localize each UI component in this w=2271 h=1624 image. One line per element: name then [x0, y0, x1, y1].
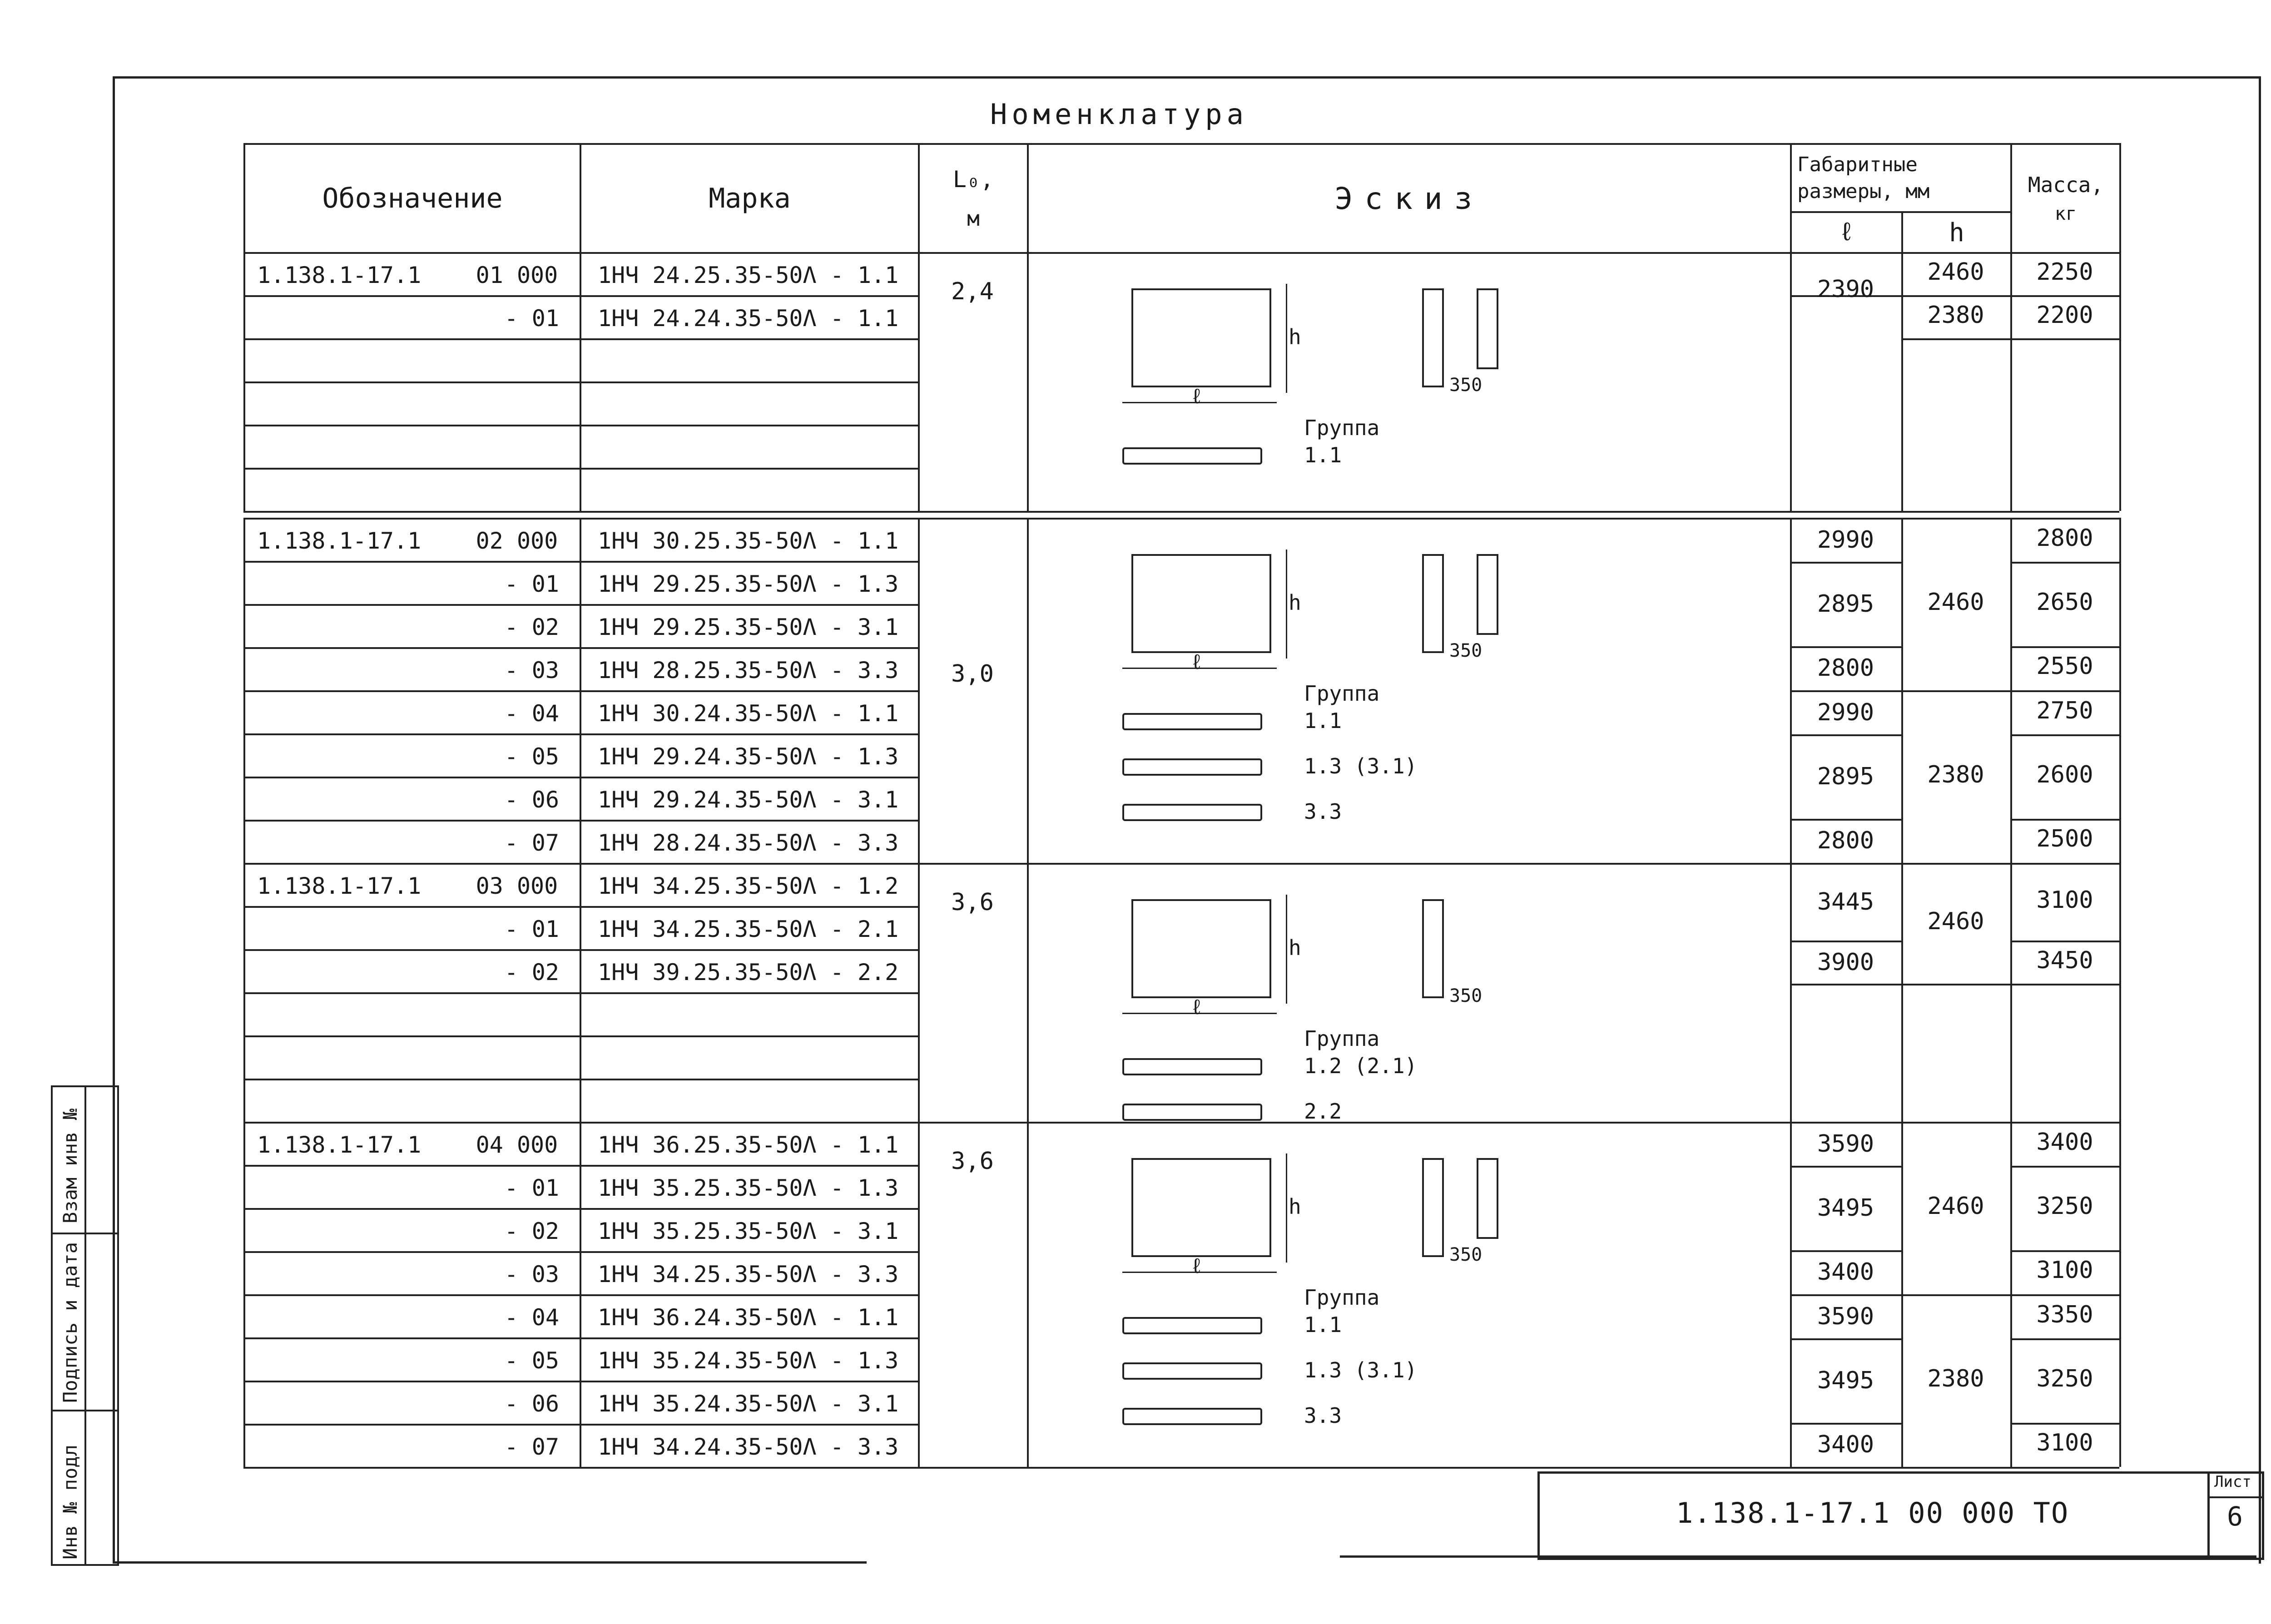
dim-label-350: 350	[1449, 1244, 1483, 1265]
panel-profile-icon	[1122, 1408, 1262, 1425]
dimension-line-h	[1286, 895, 1287, 1004]
element-sketch	[1122, 1149, 1667, 1458]
dim-h-cell: 2460	[1927, 589, 1984, 616]
length-cell: 3,6	[951, 889, 994, 916]
designation-cell: 1.138.1-17.1 04 000	[257, 1132, 558, 1158]
panel-profile-icon	[1122, 1362, 1262, 1380]
dimension-line-h	[1286, 550, 1287, 659]
dim-l-cell: 3495	[1817, 1367, 1874, 1394]
panel-section-view-2	[1477, 1158, 1498, 1239]
header-dim-l: ℓ	[1791, 212, 1902, 253]
dim-label-h: h	[1289, 936, 1301, 960]
title-block	[1537, 1471, 2264, 1560]
panel-profile-icon	[1122, 1104, 1262, 1121]
group-variant-label: 1.3 (3.1)	[1304, 754, 1418, 778]
length-cell: 3,0	[951, 660, 994, 688]
panel-front-view	[1131, 1158, 1271, 1257]
group-label: Группа	[1304, 1285, 1380, 1310]
mark-cell: 1НЧ 30.24.35-50Λ - 1.1	[598, 700, 899, 727]
designation-cell: - 05	[504, 743, 559, 770]
mass-cell: 2250	[2036, 258, 2093, 286]
header-mass: Масса, кг	[2011, 144, 2120, 253]
dim-label-l: ℓ	[1190, 649, 1203, 674]
mark-cell: 1НЧ 30.25.35-50Λ - 1.1	[598, 528, 899, 554]
dim-h-cell: 2380	[1927, 761, 1984, 788]
designation-cell: 1.138.1-17.1 03 000	[257, 873, 558, 899]
dim-l-cell: 2895	[1817, 590, 1874, 618]
dim-label-l: ℓ	[1190, 995, 1203, 1019]
designation-cell: - 02	[504, 959, 559, 985]
mass-cell: 2650	[2036, 589, 2093, 616]
length-cell: 3,6	[951, 1148, 994, 1175]
header-dims: Габаритные размеры, мм	[1791, 144, 2011, 212]
panel-section-view-2	[1477, 554, 1498, 635]
side-label-approval: Взам инв №	[59, 1109, 81, 1223]
group-variant-label: 1.1	[1304, 708, 1342, 733]
element-sketch	[1122, 545, 1667, 854]
dim-label-h: h	[1289, 590, 1301, 615]
mass-cell: 3250	[2036, 1365, 2093, 1392]
dim-l-cell: 3400	[1817, 1258, 1874, 1286]
mark-cell: 1НЧ 36.24.35-50Λ - 1.1	[598, 1304, 899, 1331]
designation-cell: - 02	[504, 1218, 559, 1244]
dim-l-cell: 3590	[1817, 1130, 1874, 1158]
side-stamp-strip	[51, 1085, 119, 1566]
mark-cell: 1НЧ 35.24.35-50Λ - 1.3	[598, 1347, 899, 1374]
dim-l-cell: 2390	[1817, 276, 1874, 303]
header-mark: Марка	[580, 144, 919, 253]
dim-label-h: h	[1289, 1194, 1301, 1219]
mass-cell: 2600	[2036, 761, 2093, 788]
mark-cell: 1НЧ 34.25.35-50Λ - 3.3	[598, 1261, 899, 1287]
designation-cell: - 04	[504, 1304, 559, 1331]
mark-cell: 1НЧ 35.24.35-50Λ - 3.1	[598, 1391, 899, 1417]
designation-cell: - 05	[504, 1347, 559, 1374]
panel-section-view	[1422, 554, 1444, 653]
designation-cell: - 03	[504, 657, 559, 683]
designation-cell: - 06	[504, 1391, 559, 1417]
dim-h-cell: 2460	[1927, 258, 1984, 286]
mark-cell: 1НЧ 34.24.35-50Λ - 3.3	[598, 1434, 899, 1460]
dim-l-cell: 2800	[1817, 654, 1874, 682]
group-variant-label: 1.3 (3.1)	[1304, 1358, 1418, 1382]
side-label-inventory: Инв № подл	[59, 1445, 81, 1560]
mark-cell: 1НЧ 35.25.35-50Λ - 3.1	[598, 1218, 899, 1244]
panel-section-view	[1422, 1158, 1444, 1257]
dim-l-cell: 3900	[1817, 948, 1874, 976]
group-variant-label: 1.1	[1304, 1312, 1342, 1337]
mark-cell: 1НЧ 28.25.35-50Λ - 3.3	[598, 657, 899, 683]
dim-h-cell: 2460	[1927, 1193, 1984, 1220]
mass-cell: 3350	[2036, 1301, 2093, 1328]
group-label: Группа	[1304, 681, 1380, 706]
dim-label-350: 350	[1449, 640, 1483, 661]
sheet-label: Лист	[2214, 1473, 2251, 1491]
dim-l-cell: 2990	[1817, 698, 1874, 726]
dim-l-cell: 2800	[1817, 827, 1874, 855]
group-variant-label: 1.2 (2.1)	[1304, 1054, 1418, 1078]
designation-cell: - 02	[504, 614, 559, 640]
panel-profile-icon	[1122, 758, 1262, 776]
sheet-box	[2207, 1474, 2262, 1558]
group-label: Группа	[1304, 1026, 1380, 1051]
panel-section-view-2	[1477, 288, 1498, 369]
group-variant-label: 3.3	[1304, 799, 1342, 824]
dim-l-cell: 3400	[1817, 1431, 1874, 1459]
dim-l-cell: 3495	[1817, 1194, 1874, 1222]
group-label: Группа	[1304, 416, 1380, 440]
mass-cell: 2750	[2036, 697, 2093, 724]
panel-section-view	[1422, 288, 1444, 387]
group-variant-label: 1.1	[1304, 443, 1342, 467]
group-variant-label: 2.2	[1304, 1099, 1342, 1124]
panel-front-view	[1131, 288, 1271, 387]
mass-cell: 3250	[2036, 1193, 2093, 1220]
mark-cell: 1НЧ 39.25.35-50Λ - 2.2	[598, 959, 899, 985]
mass-cell: 2500	[2036, 825, 2093, 853]
mass-cell: 3450	[2036, 946, 2093, 974]
designation-cell: 1.138.1-17.1 01 000	[257, 262, 558, 288]
dim-l-cell: 2990	[1817, 526, 1874, 554]
dim-l-cell: 3590	[1817, 1302, 1874, 1330]
header-length: L₀, м	[919, 144, 1028, 253]
mass-cell: 3100	[2036, 886, 2093, 914]
dim-h-cell: 2460	[1927, 908, 1984, 935]
designation-cell: - 04	[504, 700, 559, 727]
mass-cell: 3100	[2036, 1429, 2093, 1457]
dim-l-cell: 2895	[1817, 763, 1874, 790]
mark-cell: 1НЧ 24.25.35-50Λ - 1.1	[598, 262, 899, 288]
designation-cell: - 07	[504, 830, 559, 856]
panel-profile-icon	[1122, 1058, 1262, 1075]
mark-cell: 1НЧ 35.25.35-50Λ - 1.3	[598, 1175, 899, 1201]
panel-front-view	[1131, 554, 1271, 653]
mark-cell: 1НЧ 29.24.35-50Λ - 1.3	[598, 743, 899, 770]
dim-label-350: 350	[1449, 985, 1483, 1006]
panel-profile-icon	[1122, 447, 1262, 465]
header-designation: Обозначение	[244, 144, 580, 253]
element-sketch	[1122, 890, 1667, 1124]
dim-h-cell: 2380	[1927, 301, 1984, 329]
element-sketch	[1122, 279, 1667, 502]
nomenclature-table	[243, 143, 2121, 254]
panel-profile-icon	[1122, 804, 1262, 821]
dim-label-350: 350	[1449, 375, 1483, 396]
panel-profile-icon	[1122, 713, 1262, 730]
designation-cell: - 01	[504, 305, 559, 332]
mark-cell: 1НЧ 34.25.35-50Λ - 2.1	[598, 916, 899, 942]
mass-cell: 2200	[2036, 301, 2093, 329]
designation-cell: - 03	[504, 1261, 559, 1287]
dim-h-cell: 2380	[1927, 1365, 1984, 1392]
dim-label-h: h	[1289, 325, 1301, 349]
designation-cell: - 07	[504, 1434, 559, 1460]
dim-l-cell: 3445	[1817, 888, 1874, 916]
dimension-line-h	[1286, 284, 1287, 393]
sheet-number: 6	[2227, 1501, 2243, 1532]
mark-cell: 1НЧ 24.24.35-50Λ - 1.1	[598, 305, 899, 332]
page-title: Номенклатура	[990, 98, 1248, 131]
mark-cell: 1НЧ 28.24.35-50Λ - 3.3	[598, 830, 899, 856]
panel-section-view	[1422, 899, 1444, 998]
header-sketch: Эскиз	[1028, 144, 1791, 253]
panel-profile-icon	[1122, 1317, 1262, 1334]
mark-cell: 1НЧ 34.25.35-50Λ - 1.2	[598, 873, 899, 899]
designation-cell: - 01	[504, 571, 559, 597]
designation-cell: 1.138.1-17.1 02 000	[257, 528, 558, 554]
header-dim-h: h	[1902, 212, 2011, 253]
designation-cell: - 01	[504, 916, 559, 942]
dimension-line-h	[1286, 1154, 1287, 1263]
mark-cell: 1НЧ 29.25.35-50Λ - 3.1	[598, 614, 899, 640]
dim-label-l: ℓ	[1190, 384, 1203, 408]
mark-cell: 1НЧ 36.25.35-50Λ - 1.1	[598, 1132, 899, 1158]
document-code: 1.138.1-17.1 00 000 ТО	[1676, 1496, 2069, 1530]
frame-bottom-line-left	[113, 1561, 867, 1564]
panel-front-view	[1131, 899, 1271, 998]
mass-cell: 3100	[2036, 1257, 2093, 1284]
dim-label-l: ℓ	[1190, 1253, 1203, 1278]
designation-cell: - 01	[504, 1175, 559, 1201]
length-cell: 2,4	[951, 278, 994, 305]
mass-cell: 2800	[2036, 524, 2093, 552]
mark-cell: 1НЧ 29.25.35-50Λ - 1.3	[598, 571, 899, 597]
mass-cell: 2550	[2036, 653, 2093, 680]
side-label-signature: Подпись и дата	[59, 1242, 81, 1403]
mark-cell: 1НЧ 29.24.35-50Λ - 3.1	[598, 787, 899, 813]
designation-cell: - 06	[504, 787, 559, 813]
group-variant-label: 3.3	[1304, 1403, 1342, 1428]
mass-cell: 3400	[2036, 1128, 2093, 1156]
